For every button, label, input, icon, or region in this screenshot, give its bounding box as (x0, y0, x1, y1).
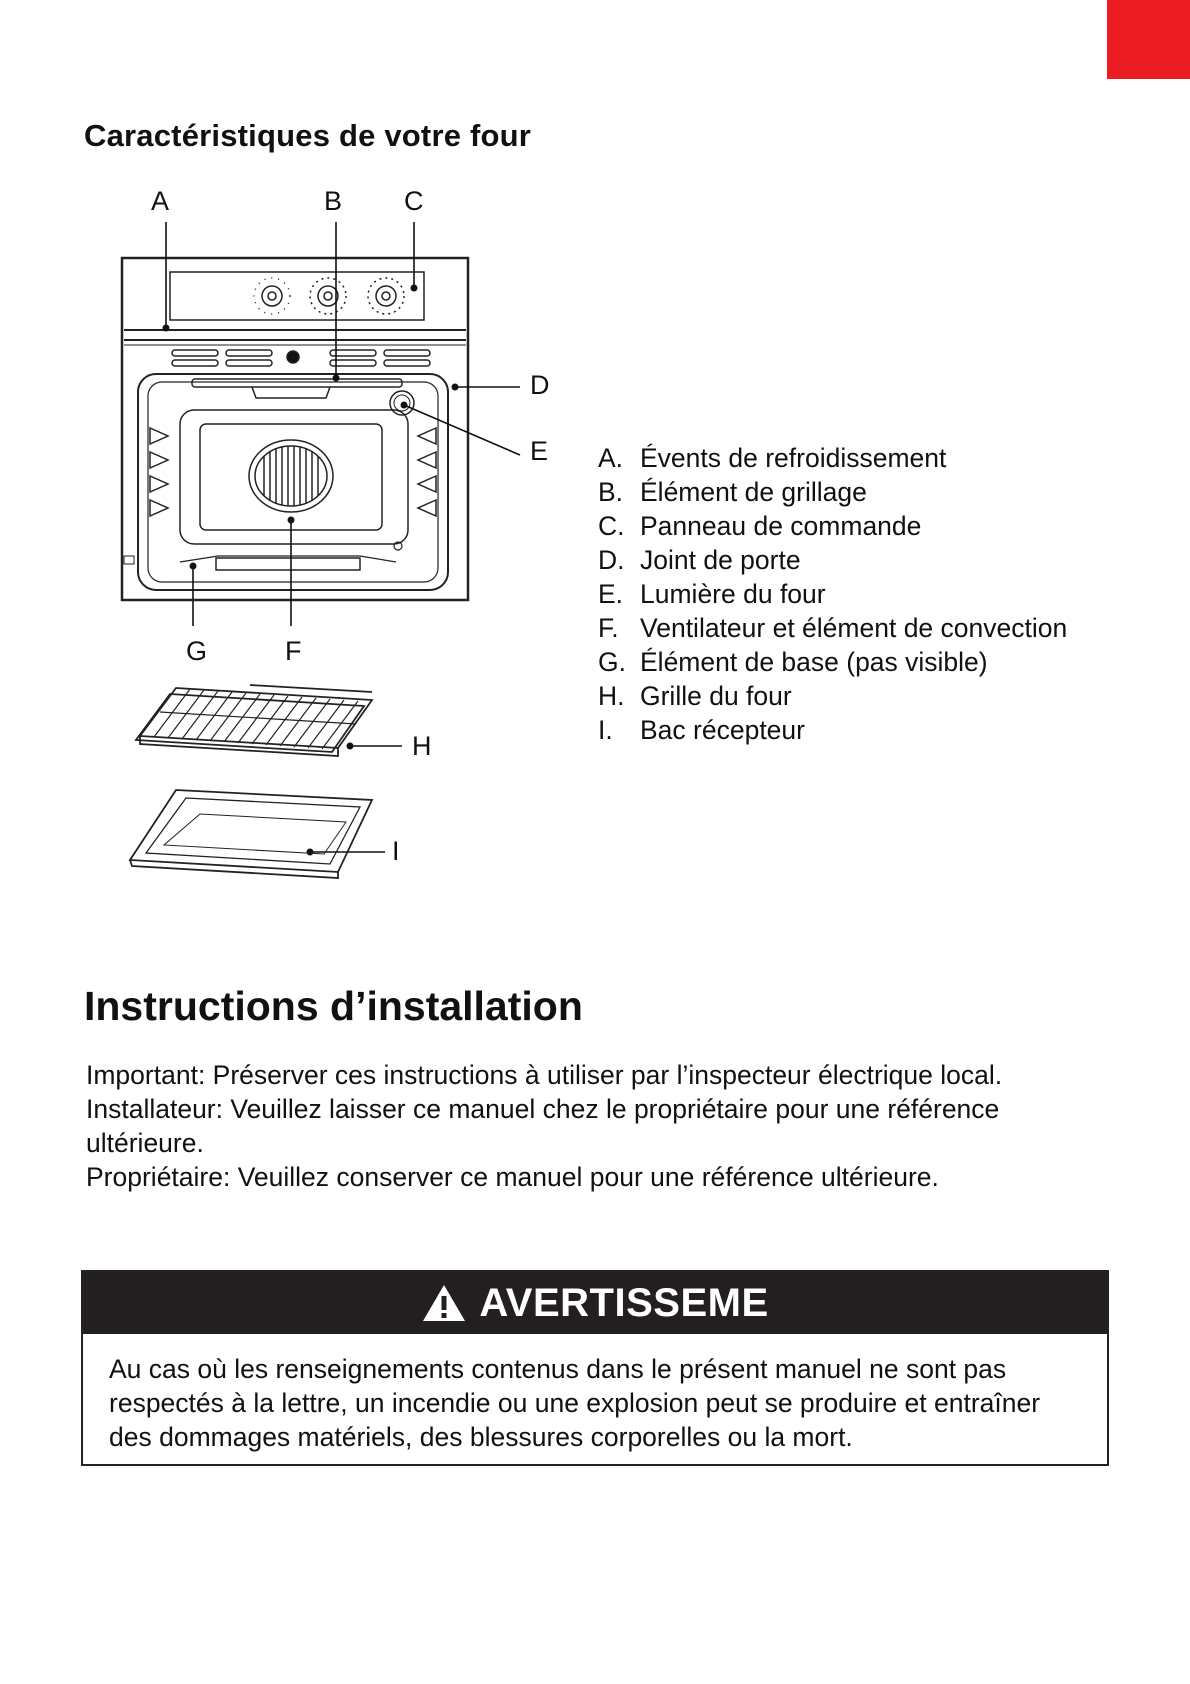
warning-box (81, 1270, 1109, 1466)
cooling-vents (172, 350, 430, 366)
convection-fan (249, 440, 333, 512)
warning-triangle-icon (421, 1283, 467, 1323)
callout-f: F (285, 636, 302, 666)
callout-c: C (404, 186, 424, 216)
callout-e: E (530, 436, 549, 466)
drip-tray-illustration (130, 790, 372, 878)
oven-rack-illustration (136, 685, 372, 756)
installer-note: Installateur: Veuillez laisser ce manuel chez le propriétaire pour une référence ultérieure. (86, 1094, 1000, 1158)
installation-heading: Instructions d’installation (84, 983, 583, 1029)
callout-d: D (530, 370, 550, 400)
owner-note: Propriétaire: Veuillez conserver ce manuel pour une référence ultérieure. (86, 1162, 939, 1192)
oven-illustration (122, 258, 468, 600)
callout-a: A (151, 186, 170, 216)
installation-text (86, 1058, 1086, 1194)
control-knobs (254, 278, 404, 314)
callout-g: G (186, 636, 208, 666)
features-heading: Caractéristiques de votre four (84, 118, 532, 153)
callout-h: H (412, 731, 432, 761)
warning-text: Au cas où les renseignements contenus dans le présent manuel ne sont pas respectés à la lettre, un incendie ou une explosion peut se produire et entraîner des dommages matériels, des blessures corporelles ou la mort. (109, 1354, 1041, 1452)
important-note: Important: Préserver ces instructions à utiliser par l’inspecteur électrique local. (86, 1060, 1003, 1090)
warning-body (83, 1334, 1107, 1454)
warning-title: AVERTISSEME (479, 1280, 769, 1325)
warning-banner (83, 1272, 1107, 1334)
callout-b: B (324, 186, 343, 216)
callout-i: I (392, 836, 400, 866)
